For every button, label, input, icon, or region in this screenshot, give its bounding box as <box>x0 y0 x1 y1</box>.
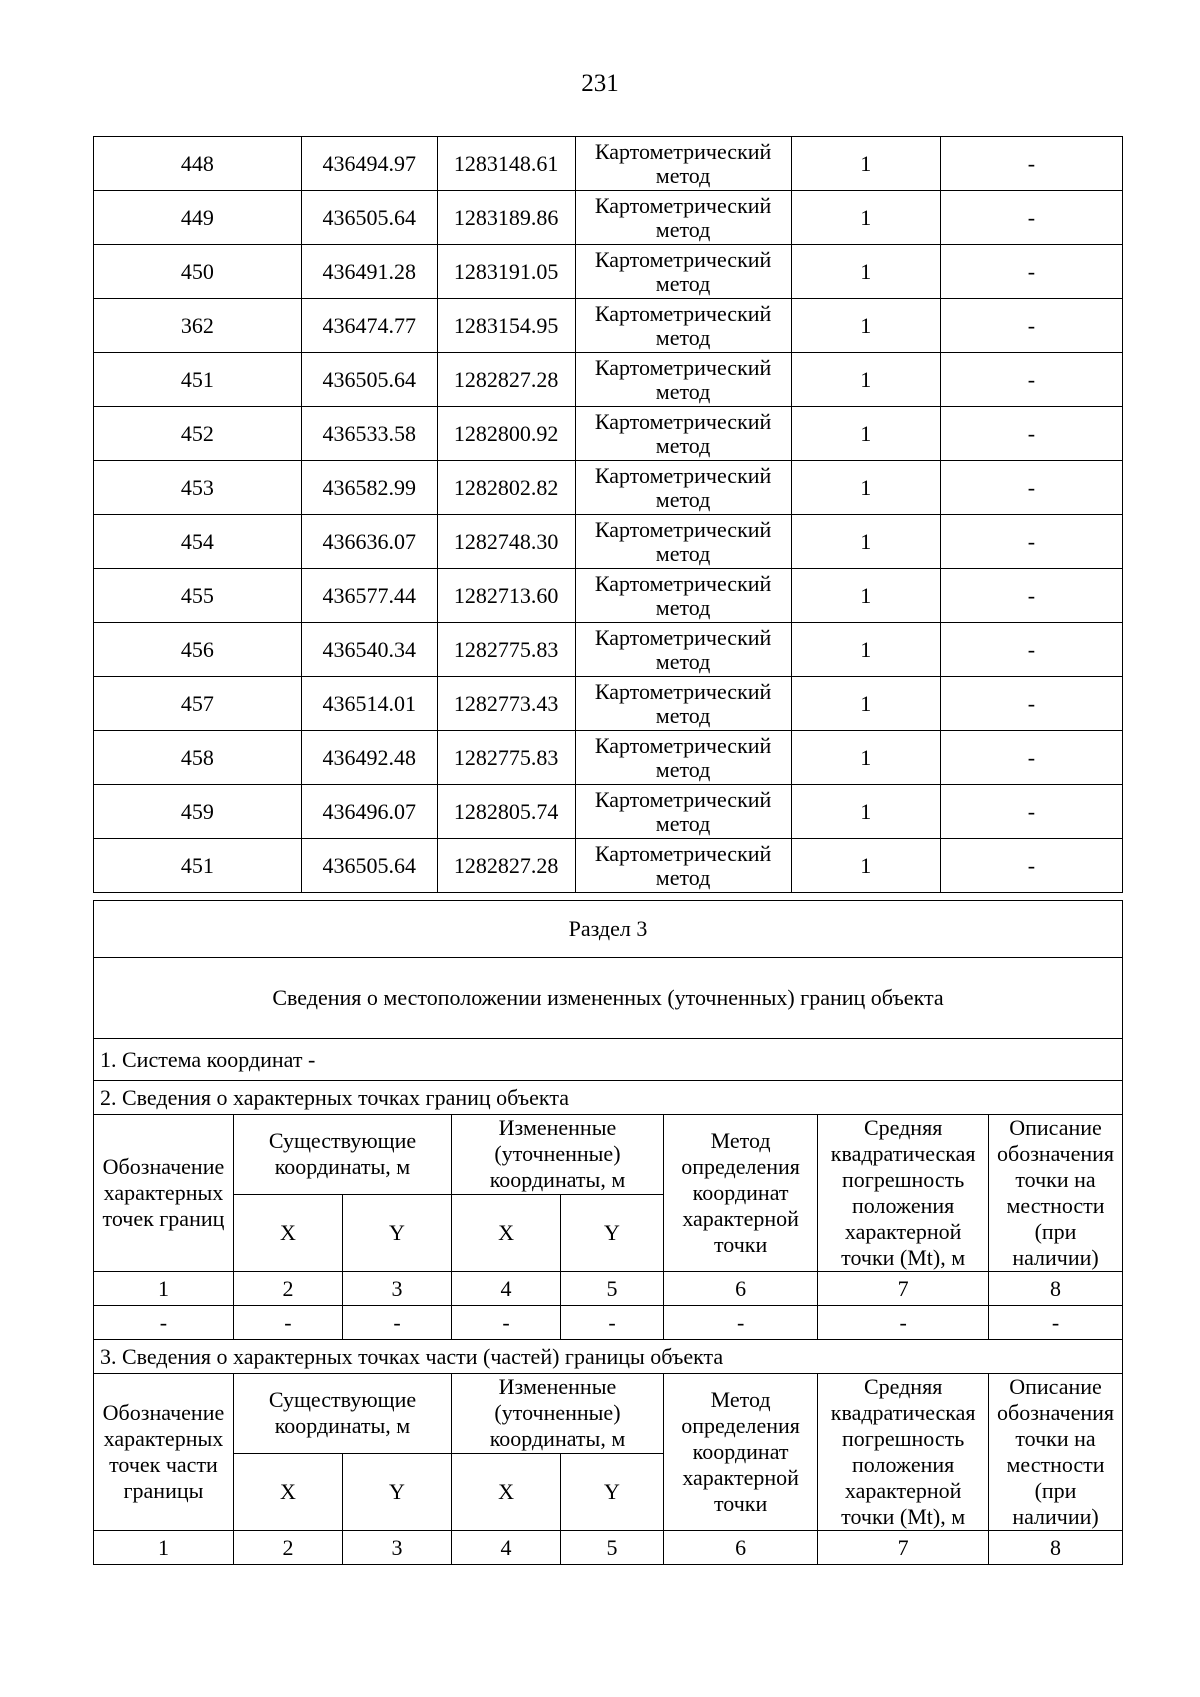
table-row <box>94 785 1123 839</box>
point-err-cell: 1 <box>791 461 940 515</box>
table-row <box>94 353 1123 407</box>
header-description: Описание обозначения точки на местности (при наличии) <box>989 1115 1123 1272</box>
point-y-cell: 1282827.28 <box>437 353 575 407</box>
header-description: Описание обозначения точки на местности (при наличии) <box>989 1374 1123 1531</box>
header-changed: Измененные (уточненные) координаты, м <box>452 1374 664 1454</box>
point-x-cell: 436491.28 <box>301 245 437 299</box>
section3-table <box>93 900 1123 1565</box>
point-x-cell: 436533.58 <box>301 407 437 461</box>
column-number-cell: 8 <box>989 1531 1123 1565</box>
point-method-cell: Картометрический метод <box>575 245 791 299</box>
header-error: Средняя квадратическая погрешность положения характерной точки (Mt), м <box>818 1115 989 1272</box>
point-desc-cell: - <box>940 839 1122 893</box>
point-err-cell: 1 <box>791 623 940 677</box>
point-x-cell: 436492.48 <box>301 731 437 785</box>
coord-system-line: 1. Система координат - <box>94 1039 1123 1081</box>
point-desc-cell: - <box>940 731 1122 785</box>
part3-title: 3. Сведения о характерных точках части (частей) границы объекта <box>94 1340 1123 1374</box>
header-existing: Существующие координаты, м <box>233 1374 451 1454</box>
dash-cell: - <box>452 1306 561 1340</box>
point-err-cell: 1 <box>791 839 940 893</box>
point-method-cell: Картометрический метод <box>575 839 791 893</box>
point-desc-cell: - <box>940 245 1122 299</box>
column-number-cell: 4 <box>452 1531 561 1565</box>
dash-cell: - <box>94 1306 234 1340</box>
table-row <box>94 461 1123 515</box>
dash-cell: - <box>818 1306 989 1340</box>
point-method-cell: Картометрический метод <box>575 515 791 569</box>
dash-cell: - <box>342 1306 451 1340</box>
column-number-cell: 5 <box>561 1272 664 1306</box>
table-row <box>94 515 1123 569</box>
point-method-cell: Картометрический метод <box>575 785 791 839</box>
point-num-cell: 452 <box>94 407 302 461</box>
header-y: Y <box>342 1194 451 1272</box>
header-x: X <box>233 1453 342 1531</box>
table-row <box>94 623 1123 677</box>
point-y-cell: 1282775.83 <box>437 623 575 677</box>
point-y-cell: 1282800.92 <box>437 407 575 461</box>
section-title: Сведения о местоположении измененных (уточненных) границ объекта <box>94 958 1123 1039</box>
point-method-cell: Картометрический метод <box>575 407 791 461</box>
table-row <box>94 191 1123 245</box>
header-existing: Существующие координаты, м <box>233 1115 451 1195</box>
point-method-cell: Картометрический метод <box>575 623 791 677</box>
point-y-cell: 1282748.30 <box>437 515 575 569</box>
column-number-cell: 3 <box>342 1531 451 1565</box>
point-desc-cell: - <box>940 299 1122 353</box>
point-method-cell: Картометрический метод <box>575 191 791 245</box>
point-method-cell: Картометрический метод <box>575 461 791 515</box>
point-err-cell: 1 <box>791 515 940 569</box>
column-number-cell: 6 <box>663 1272 817 1306</box>
column-number-cell: 2 <box>233 1531 342 1565</box>
table-row <box>94 407 1123 461</box>
point-err-cell: 1 <box>791 353 940 407</box>
point-err-cell: 1 <box>791 677 940 731</box>
point-y-cell: 1283191.05 <box>437 245 575 299</box>
point-num-cell: 456 <box>94 623 302 677</box>
point-num-cell: 455 <box>94 569 302 623</box>
column-number-cell: 6 <box>663 1531 817 1565</box>
point-y-cell: 1282713.60 <box>437 569 575 623</box>
point-num-cell: 450 <box>94 245 302 299</box>
point-y-cell: 1283154.95 <box>437 299 575 353</box>
table-row <box>94 839 1123 893</box>
point-method-cell: Картометрический метод <box>575 731 791 785</box>
point-desc-cell: - <box>940 407 1122 461</box>
point-y-cell: 1282827.28 <box>437 839 575 893</box>
point-err-cell: 1 <box>791 245 940 299</box>
point-err-cell: 1 <box>791 785 940 839</box>
point-num-cell: 458 <box>94 731 302 785</box>
column-number-cell: 3 <box>342 1272 451 1306</box>
section-heading: Раздел 3 <box>94 901 1123 958</box>
point-num-cell: 453 <box>94 461 302 515</box>
table-row <box>94 245 1123 299</box>
point-num-cell: 362 <box>94 299 302 353</box>
column-number-cell: 7 <box>818 1531 989 1565</box>
point-x-cell: 436540.34 <box>301 623 437 677</box>
point-desc-cell: - <box>940 623 1122 677</box>
column-number-cell: 4 <box>452 1272 561 1306</box>
point-x-cell: 436505.64 <box>301 191 437 245</box>
table-row <box>94 677 1123 731</box>
point-y-cell: 1282773.43 <box>437 677 575 731</box>
header-y: Y <box>561 1194 664 1272</box>
table-row <box>94 299 1123 353</box>
point-y-cell: 1283189.86 <box>437 191 575 245</box>
point-desc-cell: - <box>940 191 1122 245</box>
point-num-cell: 448 <box>94 137 302 191</box>
point-x-cell: 436505.64 <box>301 839 437 893</box>
header-x: X <box>452 1453 561 1531</box>
point-method-cell: Картометрический метод <box>575 569 791 623</box>
column-number-cell: 7 <box>818 1272 989 1306</box>
header-method: Метод определения координат характерной точки <box>663 1374 817 1531</box>
point-desc-cell: - <box>940 569 1122 623</box>
table-row <box>94 569 1123 623</box>
point-err-cell: 1 <box>791 569 940 623</box>
point-x-cell: 436582.99 <box>301 461 437 515</box>
header-y: Y <box>342 1453 451 1531</box>
point-err-cell: 1 <box>791 137 940 191</box>
point-x-cell: 436505.64 <box>301 353 437 407</box>
column-number-cell: 1 <box>94 1272 234 1306</box>
dash-cell: - <box>989 1306 1123 1340</box>
header-method: Метод определения координат характерной точки <box>663 1115 817 1272</box>
point-method-cell: Картометрический метод <box>575 677 791 731</box>
part2-title: 2. Сведения о характерных точках границ объекта <box>94 1081 1123 1115</box>
point-desc-cell: - <box>940 515 1122 569</box>
point-desc-cell: - <box>940 137 1122 191</box>
dash-cell: - <box>663 1306 817 1340</box>
column-number-cell: 1 <box>94 1531 234 1565</box>
page-number: 231 <box>581 70 619 97</box>
point-y-cell: 1282802.82 <box>437 461 575 515</box>
point-y-cell: 1283148.61 <box>437 137 575 191</box>
table-row <box>94 137 1123 191</box>
header-designation: Обозначение характерных точек части границы <box>94 1374 234 1531</box>
point-x-cell: 436496.07 <box>301 785 437 839</box>
point-method-cell: Картометрический метод <box>575 353 791 407</box>
point-num-cell: 451 <box>94 839 302 893</box>
point-desc-cell: - <box>940 785 1122 839</box>
point-num-cell: 454 <box>94 515 302 569</box>
point-err-cell: 1 <box>791 407 940 461</box>
table-row <box>94 731 1123 785</box>
column-number-cell: 5 <box>561 1531 664 1565</box>
dash-cell: - <box>233 1306 342 1340</box>
point-err-cell: 1 <box>791 191 940 245</box>
point-err-cell: 1 <box>791 731 940 785</box>
header-x: X <box>452 1194 561 1272</box>
point-x-cell: 436494.97 <box>301 137 437 191</box>
point-x-cell: 436636.07 <box>301 515 437 569</box>
point-y-cell: 1282805.74 <box>437 785 575 839</box>
point-err-cell: 1 <box>791 299 940 353</box>
header-x: X <box>233 1194 342 1272</box>
header-designation: Обозначение характерных точек границ <box>94 1115 234 1272</box>
point-method-cell: Картометрический метод <box>575 137 791 191</box>
header-error: Средняя квадратическая погрешность положения характерной точки (Mt), м <box>818 1374 989 1531</box>
dash-cell: - <box>561 1306 664 1340</box>
point-desc-cell: - <box>940 353 1122 407</box>
point-method-cell: Картометрический метод <box>575 299 791 353</box>
point-y-cell: 1282775.83 <box>437 731 575 785</box>
point-num-cell: 449 <box>94 191 302 245</box>
point-x-cell: 436474.77 <box>301 299 437 353</box>
point-x-cell: 436514.01 <box>301 677 437 731</box>
point-num-cell: 459 <box>94 785 302 839</box>
point-num-cell: 451 <box>94 353 302 407</box>
header-changed: Измененные (уточненные) координаты, м <box>452 1115 664 1195</box>
point-desc-cell: - <box>940 461 1122 515</box>
column-number-cell: 8 <box>989 1272 1123 1306</box>
point-num-cell: 457 <box>94 677 302 731</box>
point-x-cell: 436577.44 <box>301 569 437 623</box>
points-table <box>93 136 1123 893</box>
point-desc-cell: - <box>940 677 1122 731</box>
column-number-cell: 2 <box>233 1272 342 1306</box>
header-y: Y <box>561 1453 664 1531</box>
